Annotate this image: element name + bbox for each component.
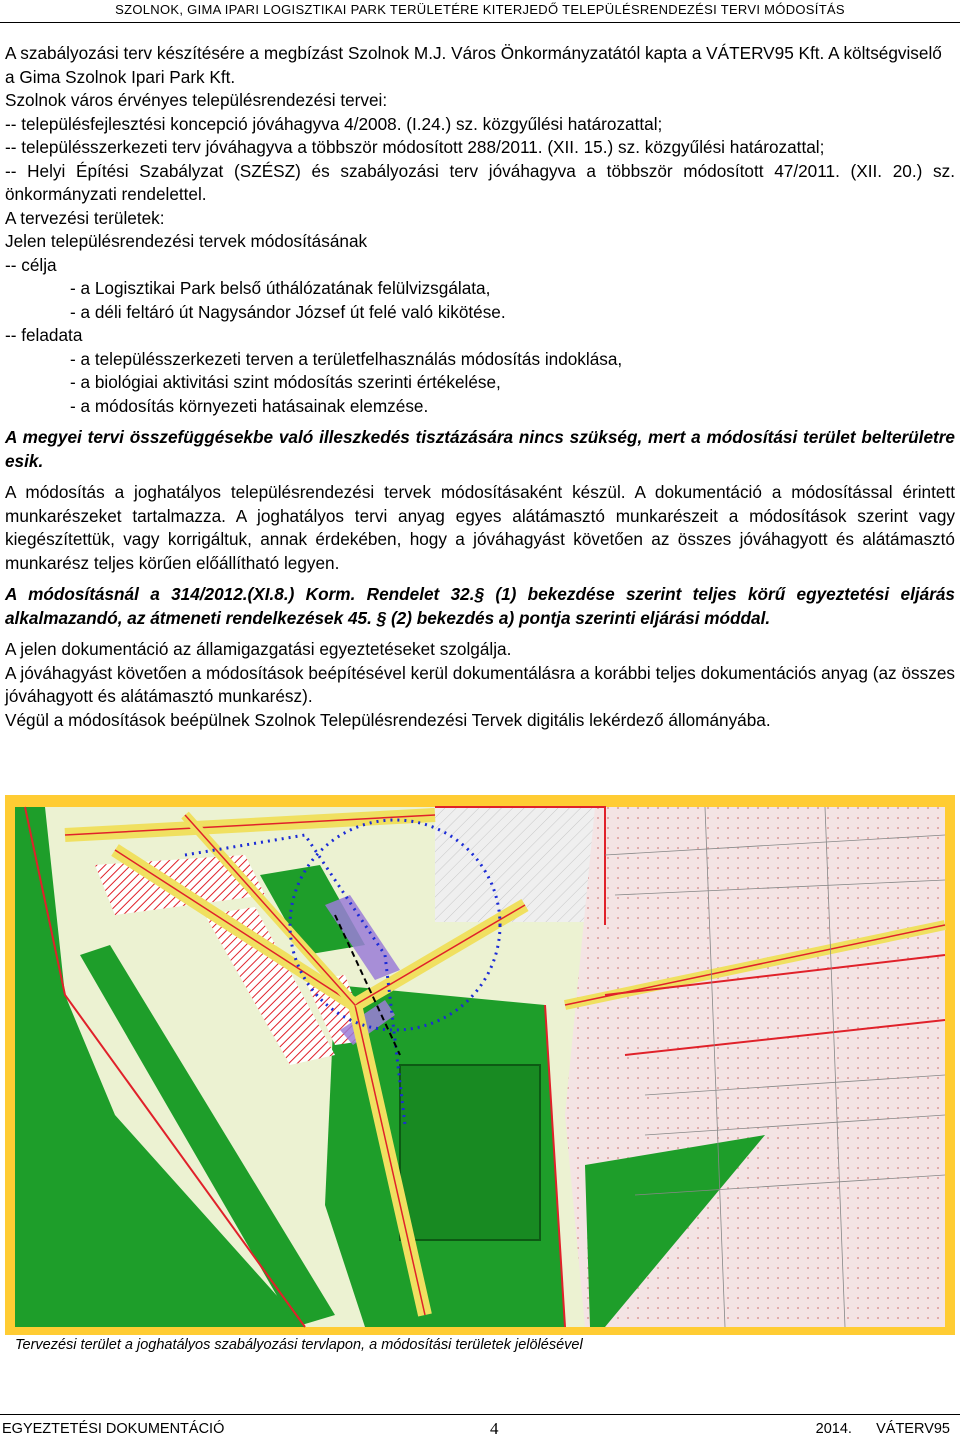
footer-year: 2014. <box>815 1421 852 1437</box>
paragraph-digital: Végül a módosítások beépülnek Szolnok Településrendezési Tervek digitális lekérdező állományába. <box>5 709 771 730</box>
document-body <box>5 42 955 732</box>
plan-map <box>5 795 955 1335</box>
header-title: SZOLNOK, GIMA IPARI LOGISZTIKAI PARK TERÜLETÉRE KITERJEDŐ TELEPÜLÉSRENDEZÉSI TERVI MÓDOSÍTÁS <box>115 2 845 17</box>
plan-map-drawing <box>5 795 955 1335</box>
paragraph-mandate: A szabályozási terv készítésére a megbízást Szolnok M.J. Város Önkormányzatától kapta a VÁTERV95 Kft. A költségviselő a Gima Szolnok Ipari Park Kft. <box>5 43 942 87</box>
paragraph-purpose: A jelen dokumentáció az államigazgatási egyeztetéseket szolgálja. <box>5 639 512 659</box>
page-number: 4 <box>490 1419 499 1438</box>
goal-item: - a déli feltáró út Nagysándor József út felé való kikötése. <box>70 301 506 322</box>
task-item: - a településszerkezeti terven a területfelhasználás módosítás indoklása, <box>70 348 623 369</box>
paragraph-approval: A jóváhagyást követően a módosítások beépítésével kerül dokumentálásra a korábbi teljes dokumentációs anyag (az összes jóváhagyott és alátámasztó munkarész). <box>5 662 955 706</box>
task-item: - a módosítás környezeti hatásainak elemzése. <box>70 395 429 416</box>
task-item: - a biológiai aktivitási szint módosítás szerinti értékelése, <box>70 372 501 392</box>
page-footer <box>0 1414 960 1441</box>
planning-areas-heading: A tervezési területek: <box>5 207 165 228</box>
task-label: -- feladata <box>5 325 83 345</box>
green-square <box>400 1065 540 1240</box>
goal-label: -- célja <box>5 254 57 275</box>
plan-item-structure: -- településszerkezeti terv jóváhagyva a többször módosított 288/2011. (XII. 15.) sz. közgyűlési határozattal; <box>5 137 825 157</box>
plan-item-regulation: -- Helyi Építési Szabályzat (SZÉSZ) és szabályozási terv jóváhagyva a többször módosított 47/2011. (XII. 20.) sz. önkormányzati rendelettel. <box>5 160 955 204</box>
paragraph-documentation: A módosítás a joghatályos településrendezési tervek módosításaként készül. A dokumentáció a módosítással érintett munkarészeket tartalmazza. A joghatályos tervi anyag egyes alátámasztó munkarészeit a módosítások szerint vagy kiegészítettük, vagy korrigáltuk, annak érdekében, hogy a jóváhagyást követően az összes jóváhagyott és alátámasztó munkarész teljes körűen előállítható legyen. <box>5 482 955 573</box>
footer-right <box>816 1421 950 1437</box>
page-header <box>0 0 960 23</box>
map-caption: Tervezési terület a joghatályos szabályozási tervlapon, a módosítási területek jelölésével <box>15 1337 583 1353</box>
paragraph-intro: Jelen településrendezési tervek módosításának <box>5 231 368 251</box>
footer-company: VÁTERV95 <box>876 1421 950 1437</box>
plan-item-concept: -- településfejlesztési koncepció jóváhagyva 4/2008. (I.24.) sz. közgyűlési határozattal; <box>5 113 663 134</box>
footer-left: EGYEZTETÉSI DOKUMENTÁCIÓ <box>2 1421 225 1437</box>
paragraph-valid-plans: Szolnok város érvényes településrendezési tervei: <box>5 90 388 110</box>
paragraph-county-plans: A megyei tervi összefüggésekbe való illeszkedés tisztázására nincs szükség, mert a módosítási terület belterületre esik. <box>5 427 955 471</box>
paragraph-regulation: A módosításnál a 314/2012.(XI.8.) Korm. Rendelet 32.§ (1) bekezdése szerint teljes körű egyeztetési eljárás alkalmazandó, az átmeneti rendelkezések 45. § (2) bekezdés a) pontja szerinti eljárási móddal. <box>5 584 955 628</box>
goal-item: - a Logisztikai Park belső úthálózatának felülvizsgálata, <box>70 278 491 298</box>
